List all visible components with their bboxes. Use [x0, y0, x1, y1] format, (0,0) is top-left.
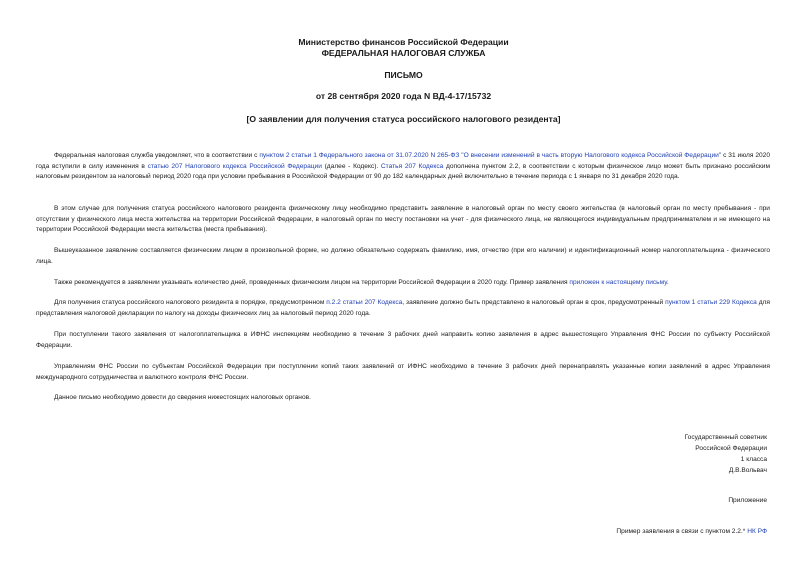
link-federal-law-265fz[interactable]: пунктом 2 статьи 1 Федерального закона от 31.07.2020 N 265-ФЗ "О внесении изменений в часть вторую Налогового кодекса Российской Федерации" — [259, 152, 722, 159]
paragraph-3-text: Вышеуказанное заявление составляется физическим лицом в произвольной форме, но должно обязательно содержать фамилию, имя, отчество (при его наличии) и идентификационный номер налогоплательщика - физического лица. — [36, 247, 770, 265]
paragraph-4-text-1: Также рекомендуется в заявлении указывать количество дней, проведенных физическим лицом на территории Российской Федерации в 2020 году. Пример заявления — [54, 279, 570, 286]
document-date-number: от 28 сентября 2020 года N ВД-4-17/15732 — [315, 91, 492, 101]
document-type: ПИСЬМО — [384, 70, 423, 80]
paragraph-5-text-2: , заявление должно быть представлено в налоговый орган в срок, предусмотренный — [402, 299, 666, 306]
paragraph-6-text: При поступлении такого заявления от налогоплательщика в ИФНС инспекциям необходимо в течение 3 рабочих дней направить копию заявления в адрес вышестоящего Управления ФНС России по субъекту Российской Федерации. — [36, 331, 770, 349]
appendix-example — [467, 527, 767, 538]
signature-title-2: Российской Федерации — [695, 445, 767, 452]
paragraph-1-text-2: с 31 июля 2020 года вступили в силу изменения в — [36, 152, 771, 170]
appendix-label: Приложение — [728, 497, 767, 504]
paragraph-3 — [36, 246, 770, 267]
document-subject: [О заявлении для получения статуса российского налогового резидента] — [246, 114, 561, 124]
paragraph-1-text-4: дополнена пунктом 2.2, в соответствии с которым физическое лицо может быть признано российским налоговым резидентом за налоговый период 2020 года при условии пребывания в Российской Федерации от 90 до 182 календарных дней включительно в течение периода с 1 января по 31 декабря 2020 года. — [36, 162, 771, 180]
paragraph-4-text-2: . — [666, 279, 669, 286]
link-p22-article-207[interactable]: п.2.2 статьи 207 Кодекса — [326, 299, 403, 306]
paragraph-4 — [36, 278, 770, 289]
link-article-207-tax-code[interactable]: статью 207 Налогового кодекса Российской Федерации — [147, 162, 322, 170]
paragraph-6 — [36, 330, 770, 351]
signature-title-1: Государственный советник — [684, 434, 767, 441]
paragraph-5 — [36, 298, 770, 319]
paragraph-2-text: В этом случае для получения статуса российского налогового резидента физическому лицу необходимо представить заявление в налоговый орган по месту своего жительства (в налоговый орган по месту пребывания - при отсутствии у физического лица места жительства на территории Российской Федерации, в налоговый орган по месту постановки на учет - для физического лица, не являющегося индивидуальным предпринимателем и не имеющего на территории Российской Федерации места жительства (места пребывания). — [36, 205, 770, 233]
link-appendix[interactable]: приложен к настоящему письму — [569, 279, 667, 286]
paragraph-8-text: Данное письмо необходимо довести до сведения нижестоящих налоговых органов. — [54, 394, 311, 401]
ministry-name: Министерство финансов Российской Федерации — [298, 37, 509, 47]
paragraph-1-text-3: (далее - Кодекс). — [321, 162, 381, 170]
signature-title-3: 1 класса — [740, 456, 767, 463]
appendix-example-text: Пример заявления в связи с пунктом 2.2.* — [616, 528, 748, 535]
signature-name: Д.В.Вольвач — [728, 467, 767, 474]
link-tax-code[interactable]: НК РФ — [747, 528, 767, 535]
service-name: ФЕДЕРАЛЬНАЯ НАЛОГОВАЯ СЛУЖБА — [321, 48, 486, 58]
paragraph-5-text-1: Для получения статуса российского налогового резидента в порядке, предусмотренном — [54, 299, 327, 306]
link-p1-article-229[interactable]: пунктом 1 статьи 229 Кодекса — [665, 299, 757, 306]
paragraph-2 — [36, 204, 770, 236]
paragraph-5-text-3: для представления налоговой декларации по налогу на доходы физических лиц за налоговый период 2020 года. — [36, 299, 770, 317]
paragraph-1-text-1: Федеральная налоговая служба уведомляет, что в соответствии с — [54, 152, 260, 159]
paragraph-1 — [36, 151, 770, 183]
paragraph-8 — [36, 393, 770, 404]
paragraph-7-text: Управлениям ФНС России по субъектам Российской Федерации при поступлении копий таких заявлений от ИФНС необходимо в течение 3 рабочих дней перенаправлять указанные копии заявлений в адрес Управления международного сотрудничества и валютного контроля ФНС России. — [36, 363, 770, 381]
link-article-207-code[interactable]: Статья 207 Кодекса — [380, 162, 444, 170]
paragraph-7 — [36, 362, 770, 383]
